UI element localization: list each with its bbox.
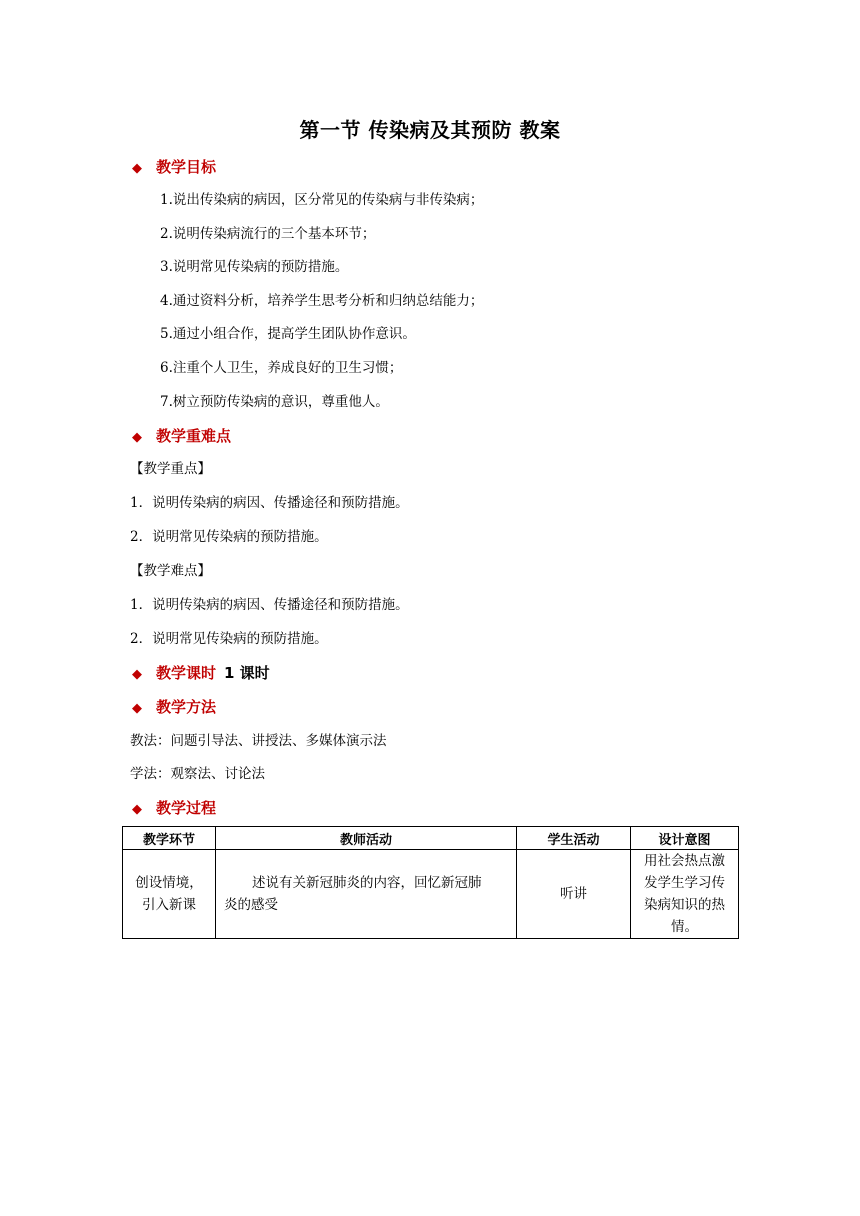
section-heading-hours [132,662,270,684]
stage-text-line: 引入新课 [142,897,196,913]
design-intent-cell [631,850,739,939]
heading-text: 教学过程 [156,799,217,817]
difficulty-label: 【教学难点】 [130,563,211,579]
heading-text: 教学课时 [156,664,217,682]
column-header: 学生活动 [517,827,631,850]
section-heading-goals [132,156,216,178]
teacher-text-line: 炎的感受 [224,897,278,913]
focus-label: 【教学重点】 [130,461,211,477]
heading-text: 教学重难点 [156,427,232,445]
teaching-method: 教法：问题引导法、讲授法、多媒体演示法 [130,733,387,749]
intent-text-line: 情。 [671,919,698,935]
focus-item: 1．说明传染病的病因、传播途径和预防措施。 [130,495,409,511]
diamond-bullet-icon: ◆ [132,701,142,716]
diamond-bullet-icon: ◆ [132,430,142,445]
hours-value: 1 课时 [224,664,270,682]
column-header: 教学环节 [123,827,216,850]
table-header-row [123,827,739,850]
column-header: 设计意图 [631,827,739,850]
intent-text-line: 用社会热点激 [644,853,725,869]
diamond-bullet-icon: ◆ [132,802,142,817]
focus-item: 2．说明常见传染病的预防措施。 [130,529,328,545]
goal-item: 5.通过小组合作，提高学生团队协作意识。 [160,326,416,342]
goal-item: 6.注重个人卫生，养成良好的卫生习惯； [160,360,403,376]
goal-item: 2.说明传染病流行的三个基本环节； [160,226,376,242]
table-row [123,850,739,939]
stage-cell [123,850,216,939]
section-heading-process [132,797,216,819]
section-heading-key-points [132,425,231,447]
heading-text: 教学目标 [156,158,217,176]
goal-item: 1.说出传染病的病因，区分常见的传染病与非传染病； [160,192,484,208]
goal-item: 3.说明常见传染病的预防措施。 [160,259,349,275]
heading-text: 教学方法 [156,698,217,716]
document-title: 第一节 传染病及其预防 教案 [299,118,561,142]
teacher-text-line: 述说有关新冠肺炎的内容，回忆新冠肺 [252,875,482,891]
difficulty-item: 2．说明常见传染病的预防措施。 [130,631,328,647]
teacher-activity-cell [216,850,517,939]
student-activity-cell: 听讲 [517,850,631,939]
goal-item: 7.树立预防传染病的意识，尊重他人。 [160,394,389,410]
column-header: 教师活动 [216,827,517,850]
section-heading-methods [132,696,216,718]
diamond-bullet-icon: ◆ [132,667,142,682]
diamond-bullet-icon: ◆ [132,161,142,176]
process-table [122,826,739,939]
intent-text-line: 发学生学习传 [644,875,725,891]
intent-text-line: 染病知识的热 [644,897,725,913]
difficulty-item: 1．说明传染病的病因、传播途径和预防措施。 [130,597,409,613]
learning-method: 学法：观察法、讨论法 [130,766,265,782]
stage-text-line: 创设情境， [135,875,203,891]
goal-item: 4.通过资料分析，培养学生思考分析和归纳总结能力； [160,293,484,309]
